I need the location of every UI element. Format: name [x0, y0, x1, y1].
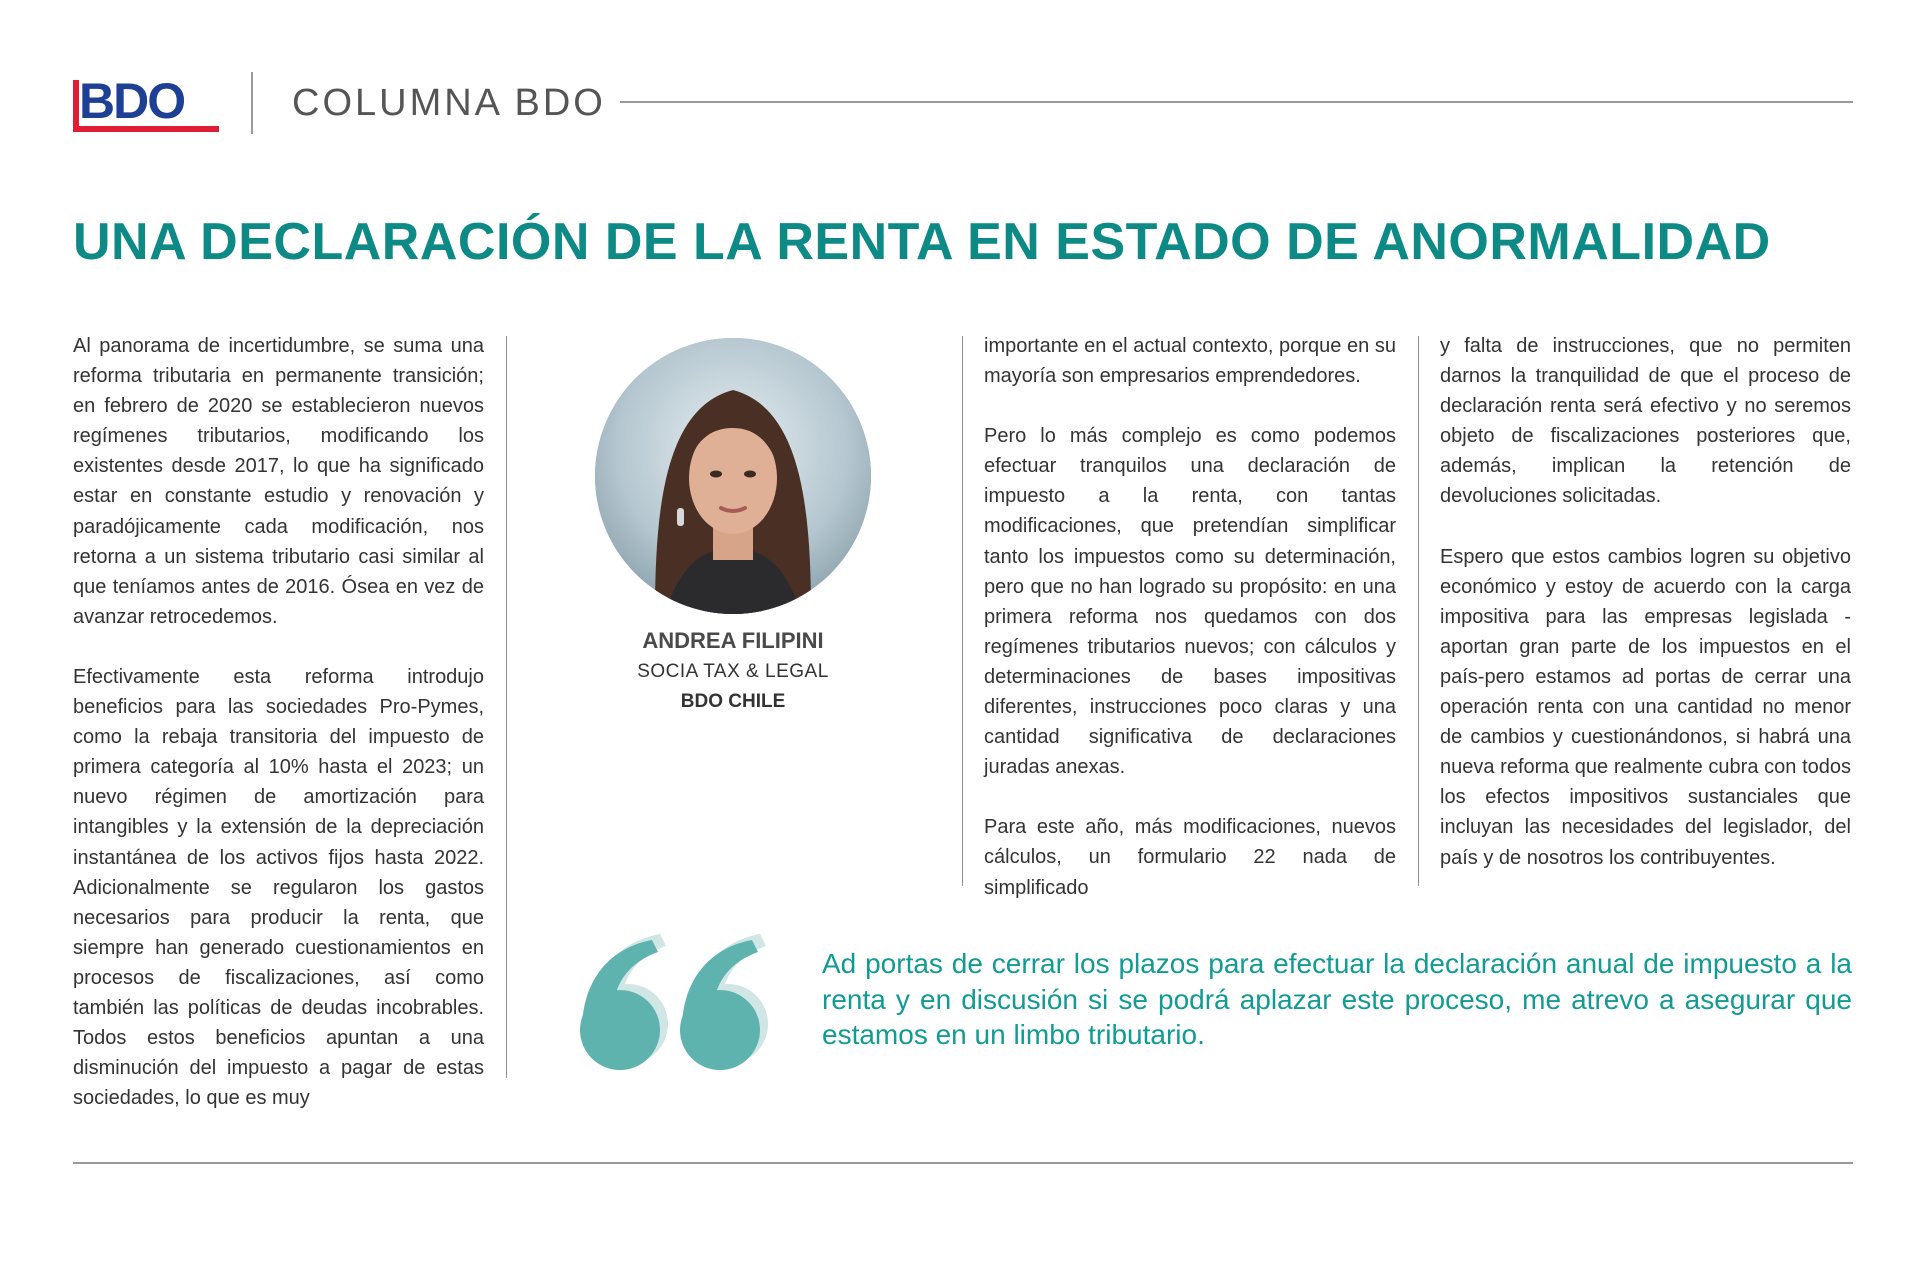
article-column-1 — [73, 331, 484, 1113]
quote-marks-svg — [574, 934, 774, 1074]
pull-quote-text: Ad portas de cerrar los plazos para efectuar la declaración anual de impuesto a la renta y en discusión si se podrá aplazar este proceso, me atrevo a asegurar que estamos en un limbo tributario. — [822, 948, 1852, 1050]
header-rule — [620, 101, 1853, 103]
article-column-3 — [984, 331, 1396, 903]
paragraph: Pero lo más complejo es como podemos efectuar tranquilos una declaración de impuesto a la renta, con tantas modificaciones, que pretendían simplificar tanto los impuestos como su determinación, pero que no han logrado su propósito: en una primera reforma nos quedamos con dos regímenes tributarios nuevos; con cálculos y determinaciones de bases impositivas diferentes, instrucciones poco claras y una cantidad significativa de declaraciones juradas anexas. — [984, 425, 1396, 779]
author-name: ANDREA FILIPINI — [642, 628, 824, 653]
bdo-logo — [73, 74, 219, 132]
header-divider — [251, 72, 253, 134]
column-divider — [1418, 336, 1419, 886]
portrait-illustration — [595, 338, 871, 614]
paragraph: Efectivamente esta reforma introdujo beneficios para las sociedades Pro-Pymes, como la rebaja transitoria del impuesto de primera categoría al 10% hasta el 2023; un nuevo régimen de amortización para intangibles y la extensión de la depreciación instantánea de los activos fijos hasta 2022. Adicionalmente se regularon los gastos necesarios para producir la renta, que siempre han generado cuestionamientos en procesos de fiscalizaciones, así como también las políticas de deudas incobrables. Todos estos beneficios apuntan a una disminución del impuesto a pagar de estas sociedades, lo que es muy — [73, 665, 484, 1110]
column-divider — [506, 336, 507, 1078]
column-divider — [962, 336, 963, 886]
article-column-4 — [1440, 331, 1851, 873]
logo-text: BDO — [79, 73, 185, 129]
paragraph: Espero que estos cambios logren su objetivo económico y estoy de acuerdo con la carga impositiva para las empresas legislada - aportan gran parte de los impuestos en el país-pero estamos ad portas de cerrar una operación renta con una cantidad no menor de cambios y cuestionándonos, si habrá una nueva reforma que realmente cubra con todos los efectos impositivos sustanciales que incluyan las necesidades del legislador, del país y de nosotros los contribuyentes. — [1440, 545, 1851, 869]
author-role: SOCIA TAX & LEGAL — [637, 661, 829, 682]
author-company: BDO CHILE — [680, 691, 786, 712]
author-portrait — [595, 338, 871, 614]
paragraph: y falta de instrucciones, que no permiten darnos la tranquilidad de que el proceso de declaración renta será efectivo y no seremos objeto de fiscalizaciones posteriores que, además, implican la retención de devoluciones solicitadas. — [1440, 335, 1851, 508]
article-headline: UNA DECLARACIÓN DE LA RENTA EN ESTADO DE ANORMALIDAD — [73, 213, 1771, 271]
paragraph: Al panorama de incertidumbre, se suma una reforma tributaria en permanente transición; en febrero de 2020 se establecieron nuevos regímenes tributarios, modificando los existentes desde 2017, lo que ha significado estar en constante estudio y renovación y paradójicamente cada modificación, nos retorna a un sistema tributario casi similar al que teníamos antes de 2016. Ósea en vez de avanzar retrocedemos. — [73, 335, 484, 628]
paragraph: importante en el actual contexto, porque en su mayoría son empresarios emprendedores. — [984, 335, 1396, 388]
quote-marks-icon — [574, 934, 774, 1074]
section-title: COLUMNA BDO — [292, 82, 606, 124]
paragraph: Para este año, más modificaciones, nuevos cálculos, un formulario 22 nada de simplificado — [984, 816, 1396, 899]
footer-rule — [73, 1162, 1853, 1164]
